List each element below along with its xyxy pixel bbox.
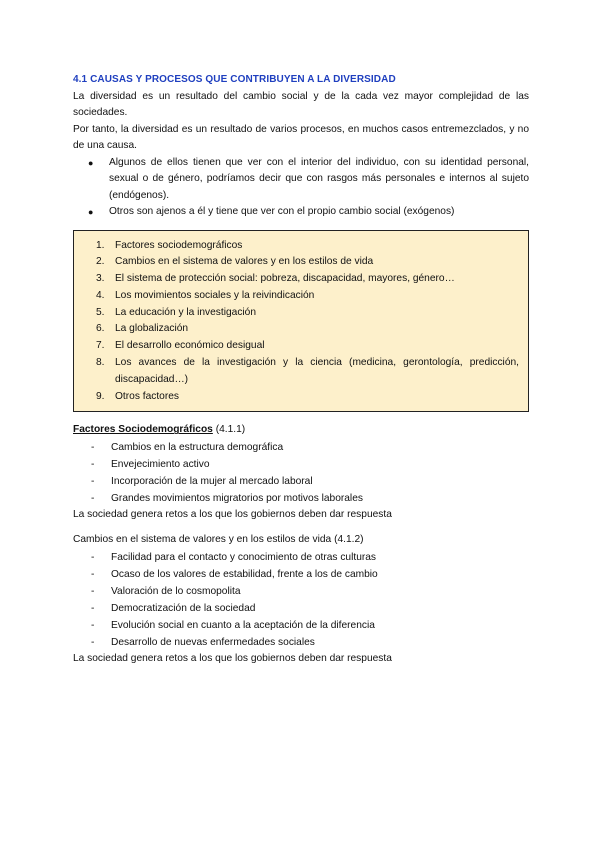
bullet-item <box>73 204 529 221</box>
dash-marker: - <box>91 441 95 453</box>
factor-text: Otros factores <box>115 390 179 402</box>
factor-number: 4. <box>96 289 105 301</box>
factor-number: 5. <box>96 306 105 318</box>
factor-number: 8. <box>96 357 105 369</box>
closing-sentence-4-1-1: La sociedad genera retos a los que los gobiernos deben dar respuesta <box>73 508 392 520</box>
factor-item <box>83 305 519 322</box>
dash-marker: - <box>91 619 95 631</box>
factor-text: La globalización <box>115 323 189 335</box>
dash-marker: - <box>91 636 95 648</box>
factor-item <box>83 254 519 271</box>
list-item-text: Grandes movimientos migratorios por motivos laborales <box>111 492 363 504</box>
factor-text: Los movimientos sociales y la reivindicación <box>115 289 315 301</box>
factor-text: El desarrollo económico desigual <box>115 340 265 352</box>
list-item-text: Envejecimiento activo <box>111 458 210 470</box>
factor-number: 3. <box>96 273 105 285</box>
bullet-text: Algunos de ellos tienen que ver con el interior del individuo, con su identidad personal, sexual o de género, podríamos decir que con rasgos más personales e internos al sujeto (endógenos). <box>109 156 529 201</box>
intro-paragraph-2: Por tanto, la diversidad es un resultado de varios procesos, en muchos casos entremezclados, y no de una causa. <box>73 123 529 151</box>
list-item-text: Democratización de la sociedad <box>111 602 256 614</box>
factor-number: 2. <box>96 256 105 268</box>
dash-marker: - <box>91 551 95 563</box>
dash-marker: - <box>91 602 95 614</box>
list-item-text: Valoración de lo cosmopolita <box>111 585 241 597</box>
list-item <box>73 439 529 456</box>
list-item <box>73 549 529 566</box>
list-item <box>73 583 529 600</box>
factor-text: Factores sociodemográficos <box>115 239 243 251</box>
sociodemographic-list <box>73 439 529 507</box>
list-item <box>73 490 529 507</box>
dash-marker: - <box>91 568 95 580</box>
list-item <box>73 600 529 617</box>
list-item-text: Evolución social en cuanto a la aceptación de la diferencia <box>111 619 375 631</box>
bullet-dot-icon: ● <box>88 207 94 217</box>
dash-marker: - <box>91 492 95 504</box>
section-heading: 4.1 CAUSAS Y PROCESOS QUE CONTRIBUYEN A LA DIVERSIDAD <box>73 74 396 85</box>
factor-text: El sistema de protección social: pobreza, discapacidad, mayores, género… <box>115 273 455 285</box>
factor-number: 1. <box>96 239 105 251</box>
factors-box <box>73 230 529 413</box>
factor-text: La educación y la investigación <box>115 306 257 318</box>
list-item <box>73 473 529 490</box>
factor-text: Los avances de la investigación y la ciencia (medicina, gerontología, predicción, discapacidad…) <box>115 357 519 385</box>
factor-item <box>83 238 519 255</box>
list-item-text: Facilidad para el contacto y conocimiento de otras culturas <box>111 551 377 563</box>
subsection-code: (4.1.2) <box>334 534 364 546</box>
bullet-dot-icon: ● <box>88 157 94 168</box>
list-item <box>73 617 529 634</box>
bullet-item <box>73 155 529 205</box>
document-content <box>73 72 529 667</box>
section-spacer <box>73 523 529 532</box>
factor-number: 9. <box>96 390 105 402</box>
factor-text: Cambios en el sistema de valores y en los estilos de vida <box>115 256 374 268</box>
list-item-text: Desarrollo de nuevas enfermedades sociales <box>111 636 315 648</box>
closing-sentence-4-1-2: La sociedad genera retos a los que los gobiernos deben dar respuesta <box>73 652 392 664</box>
factor-item <box>83 355 519 389</box>
intro-paragraph-1: La diversidad es un resultado del cambio social y de la cada vez mayor complejidad de las sociedades. <box>73 90 529 118</box>
factors-list <box>83 238 519 406</box>
list-item-text: Cambios en la estructura demográfica <box>111 441 284 453</box>
values-lifestyle-list <box>73 549 529 651</box>
list-item <box>73 566 529 583</box>
dash-marker: - <box>91 475 95 487</box>
factor-number: 6. <box>96 323 105 335</box>
list-item <box>73 456 529 473</box>
dash-marker: - <box>91 458 95 470</box>
subsection-title-text: Cambios en el sistema de valores y en los estilos de vida <box>73 534 332 546</box>
dash-marker: - <box>91 585 95 597</box>
subsection-code: (4.1.1) <box>215 424 246 436</box>
causes-bullet-list <box>73 155 529 221</box>
factor-item <box>83 389 519 406</box>
subsection-title-4-1-1 <box>73 422 529 439</box>
factor-item <box>83 321 519 338</box>
factor-item <box>83 271 519 288</box>
factor-item <box>83 288 519 305</box>
list-item-text: Ocaso de los valores de estabilidad, frente a los de cambio <box>111 568 378 580</box>
factor-number: 7. <box>96 340 105 352</box>
bullet-text: Otros son ajenos a él y tiene que ver con el propio cambio social (exógenos) <box>109 206 455 217</box>
list-item-text: Incorporación de la mujer al mercado laboral <box>111 475 313 487</box>
factor-item <box>83 338 519 355</box>
subsection-title-4-1-2 <box>73 532 529 549</box>
subsection-title-text: Factores Sociodemográficos <box>73 424 213 436</box>
list-item <box>73 634 529 651</box>
